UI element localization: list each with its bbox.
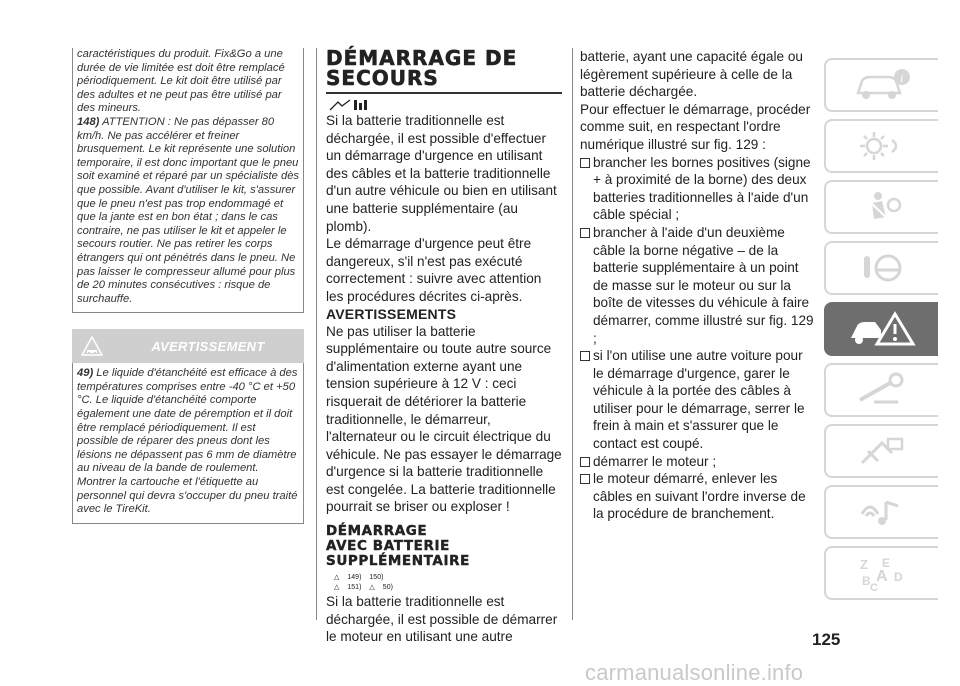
svg-text:Z: Z: [860, 557, 868, 572]
warning-note-box: [72, 363, 304, 524]
danger-paragraph: Le démarrage d'urgence peut être dangereux, s'il n'est pas exécuté correctement : suivre avec attention les procédures décrites ci-après.: [326, 236, 542, 304]
svg-text:A: A: [876, 568, 888, 585]
steering-key-icon[interactable]: [824, 241, 938, 295]
svg-text:E: E: [882, 556, 891, 570]
warning-header: [72, 329, 304, 363]
list-item-text: le moteur démarré, enlever les câbles en suivant l'ordre inverse de la procédure de branchement.: [593, 471, 806, 522]
ref-50[interactable]: 50): [382, 584, 393, 592]
warning-ref-icon: △: [334, 574, 340, 582]
subsection-title: [326, 524, 562, 569]
supplementary-paragraph: Si la batterie traditionnelle est déchargée, il est possible de démarrer le moteur en utilisant une autre: [326, 594, 558, 645]
warnings-heading: AVERTISSEMENTS: [326, 305, 457, 322]
column-divider: [316, 48, 317, 620]
procedure-list: [580, 154, 816, 523]
right-column: [580, 48, 816, 523]
subsection-title-line-3: SUPPLÉMENTAIRE: [326, 553, 470, 570]
dashboard-lights-icon[interactable]: [824, 119, 938, 173]
index-icon[interactable]: [824, 546, 938, 600]
checkbox-bullet-icon: [580, 347, 593, 453]
column-divider: [572, 48, 573, 620]
page-number: 125: [812, 630, 841, 649]
attention-ref-icon: △: [369, 584, 375, 592]
warning-title: AVERTISSEMENT: [151, 338, 265, 354]
procedure-paragraph: Pour effectuer le démarrage, procéder comme suit, en respectant l'ordre numérique illustré sur fig. 129 :: [580, 101, 811, 152]
note-148-text: ATTENTION : Ne pas dépasser 80 km/h. Ne pas accélérer et freiner brusquement. Le kit représente une solution temporaire, il est donc important que le pneu soit examiné et réparé par un spécialiste dès que possible. Avant d'utiliser le kit, s'assurer que le pneu n'est pas trop endommagé et que la jante est en bon état ; dans le cas contraire, ne pas utiliser le kit et appeler le secours routier. Ne pas retirer les corps étrangers qui ont pénétrés dans le pneu. Ne pas laisser le compresseur allumé pour plus de 20 minutes consécutives : risque de surchauffe.: [77, 115, 300, 305]
emergency-triangle-icon[interactable]: [824, 302, 938, 356]
note-148: [77, 116, 299, 306]
checkbox-bullet-icon: [580, 470, 593, 523]
list-item: [580, 470, 816, 523]
svg-text:B: B: [862, 574, 871, 588]
svg-text:i: i: [900, 71, 904, 85]
note-148-number: 148): [77, 115, 100, 128]
list-item-text: brancher à l'aide d'un deuxième câble la borne négative – de la batterie supplémentaire à un point de masse sur le moteur ou sur la boîte de vitesses du véhicule à faire démarrer, comme illustré sur fig. 129 ;: [593, 224, 814, 346]
airbag-safety-icon[interactable]: [824, 180, 938, 234]
list-item-text: si l'on utilise une autre voiture pour le démarrage d'urgence, garer le véhicule à la portée des câbles à utiliser pour le démarrage, serrer le frein à main et s'assurer que le contact est coupé.: [593, 348, 805, 452]
chapter-tabs: [824, 58, 938, 607]
svg-text:C: C: [870, 582, 878, 591]
svg-text:D: D: [894, 570, 903, 584]
list-item: [580, 347, 816, 453]
list-item: [580, 453, 816, 471]
list-item: [580, 154, 816, 224]
note-49-number: 49): [77, 367, 94, 380]
middle-column: [326, 48, 562, 646]
list-item-text: brancher les bornes positives (signe + à proximité de la borne) des deux batteries traditionnelles à l'aide d'un câble spécial ;: [593, 154, 811, 223]
subsection-title-line-1: DÉMARRAGE: [326, 523, 428, 540]
warning-car-icon: [72, 336, 112, 356]
battery-paragraph: batterie, ayant une capacité égale ou légèrement supérieure à celle de la batterie déchargée.: [580, 49, 803, 100]
maintenance-icon[interactable]: [824, 363, 938, 417]
section-title-line-2: SECOURS: [326, 66, 439, 90]
list-item-text: démarrer le moteur ;: [593, 453, 717, 469]
ref-150[interactable]: 150): [369, 574, 384, 582]
attention-note-box: [72, 48, 304, 313]
left-column: [72, 48, 304, 524]
ref-151[interactable]: 151): [347, 584, 362, 592]
checkbox-bullet-icon: [580, 453, 593, 471]
warning-ref-icon: △: [334, 584, 340, 592]
car-info-icon[interactable]: [824, 58, 938, 112]
warnings-paragraph: Ne pas utiliser la batterie supplémentaire ou toute autre source d'alimentation externe ayant une tension supérieure à 12 V : ceci risquerait de détériorer la batterie traditionnelle, le démarreur, l'alternateur ou le circuit électrique du véhicule. Ne pas essayer le démarrage d'urgence si la batterie traditionnelle est congelée. La batterie traditionnelle pourrait se briser ou exploser !: [326, 323, 562, 515]
list-item: [580, 224, 816, 347]
note-49: [77, 367, 299, 517]
checkbox-bullet-icon: [580, 154, 593, 224]
watermark: carmanualsonline.info: [585, 660, 804, 685]
note-references: [334, 573, 562, 593]
checkbox-bullet-icon: [580, 224, 593, 347]
subsection-title-line-2: AVEC BATTERIE: [326, 538, 450, 555]
intro-paragraph: Si la batterie traditionnelle est déchargée, il est possible d'effectuer un démarrage d'urgence en utilisant des câbles et la batterie traditionnelle d'un autre véhicule ou bien en utilisant une batterie supplémentaire (au plomb).: [326, 113, 557, 234]
section-title-line-1: DÉMARRAGE DE: [326, 46, 518, 70]
title-rule: [326, 92, 562, 94]
multimedia-icon[interactable]: [824, 485, 938, 539]
battery-charge-icon: [328, 98, 562, 112]
ref-149[interactable]: 149): [347, 574, 362, 582]
section-title: [326, 48, 562, 88]
technical-data-icon[interactable]: [824, 424, 938, 478]
intro-text: caractéristiques du produit. Fix&Go a une durée de vie limitée est doit être remplacé périodiquement. Le kit doit être utilisé par des adultes et ne peut pas être utilisé par des mineurs.: [77, 48, 285, 115]
note-49-text: Le liquide d'étanchéité est efficace à des températures comprises entre -40 °C et +50 °C. Le liquide d'étanchéité comporte également une date de péremption et il doit être remplacé périodiquement. Il est possible de réparer des pneus dont les lésions ne dépassent pas 6 mm de diamètre au niveau de la bande de roulement. Montrer la cartouche et l'étiquette au personnel qui devra s'occuper du pneu traité avec le TireKit.: [77, 367, 298, 516]
